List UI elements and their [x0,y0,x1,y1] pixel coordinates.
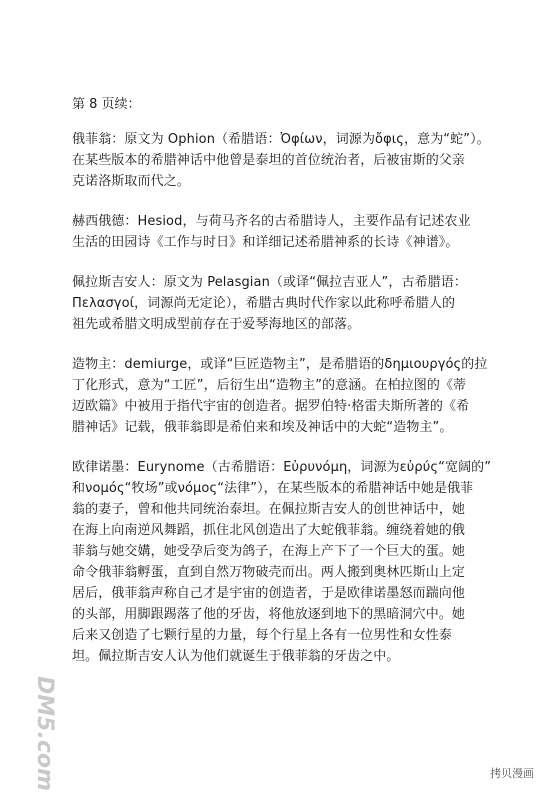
footnote-line: 在某些版本的希腊神话中他曾是泰坦的首位统治者，后被宙斯的父亲 [72,153,466,168]
footnote-line: 丁化形式，意为“工匠”，后衍生出“造物主”的意涵。在柏拉图的《蒂 [72,378,467,393]
footnote-line: 坦。佩拉斯吉安人认为他们就诞生于俄菲翁的牙齿之中。 [72,649,400,664]
footnote-entry [72,457,502,667]
footnote-line: 造物主：demiurge，或译“巨匠造物主”，是希腊语的δημιουργός的拉 [72,357,488,372]
dm5-logo-watermark [8,672,57,791]
footnote-line: 后来又创造了七颗行星的力量，每个行星上各有一位男性和女性泰 [72,628,452,643]
dm5-logo-text: DM5.com [32,676,57,791]
footnote-line: 的头部，用脚跟踢落了他的牙齿，将他放逐到地下的黑暗洞穴中。她 [72,607,466,622]
footnote-line: 命令俄菲翁孵蛋，直到自然万物破壳而出。两人搬到奥林匹斯山上定 [72,565,466,580]
footnote-entry [72,354,502,438]
footnote-entry [72,129,502,192]
footnote-line: 迈欧篇》中被用于指代宇宙的创造者。据罗伯特·格雷夫斯所著的《希 [72,399,470,414]
footnote-line: 佩拉斯吉安人：原文为 Pelasgian（或译“佩拉吉亚人”，古希腊语： [72,275,467,290]
footnote-line: 腊神话》记载，俄菲翁即是希伯来和埃及神话中的大蛇“造物主”。 [72,420,453,435]
footnote-line: 生活的田园诗《工作与时日》和详细记述希腊神系的长诗《神谱》。 [72,235,459,250]
footnote-line: 克诺洛斯取而代之。 [72,174,190,189]
site-watermark: 拷贝漫画 [490,767,534,780]
footnote-entry [72,211,502,253]
footnote-line: 俄菲翁：原文为 Ophion（希腊语：Ὀφίων，词源为ὄφις，意为“蛇”）。 [72,132,490,147]
footnote-line: 和νομός“牧场”或νόμος“法律”），在某些版本的希腊神话中她是俄菲 [72,481,474,496]
footnote-line: 欧律诺墨：Eurynome（古希腊语：Εὐρυνόμη，词源为εὐρύς“宽阔的” [72,460,492,475]
footnote-line: 居后，俄菲翁声称自己才是宇宙的创造者，于是欧律诺墨怒而踹向他 [72,586,466,601]
footnote-line: 祖先或希腊文明成型前存在于爱琴海地区的部落。 [72,317,361,332]
footnote-line: 在海上向南逆风舞蹈，抓住北风创造出了大蛇俄菲翁。缠绕着她的俄 [72,523,466,538]
document-page [72,95,502,686]
footnote-line: 翁的妻子，曾和他共同统治泰坦。在佩拉斯吉安人的创世神话中，她 [72,502,466,517]
footnote-entry [72,272,502,335]
footnote-line: Πελασγοί，词源尚无定论），希腊古典时代作家以此称呼希腊人的 [72,296,456,311]
footnote-line: 菲翁与她交媾，她受孕后变为鸽子，在海上产下了一个巨大的蛋。她 [72,544,466,559]
page-heading: 第 8 页续： [72,97,141,112]
footnote-line: 赫西俄德：Hesiod，与荷马齐名的古希腊诗人，主要作品有记述农业 [72,214,471,229]
footnote-list [72,129,502,667]
